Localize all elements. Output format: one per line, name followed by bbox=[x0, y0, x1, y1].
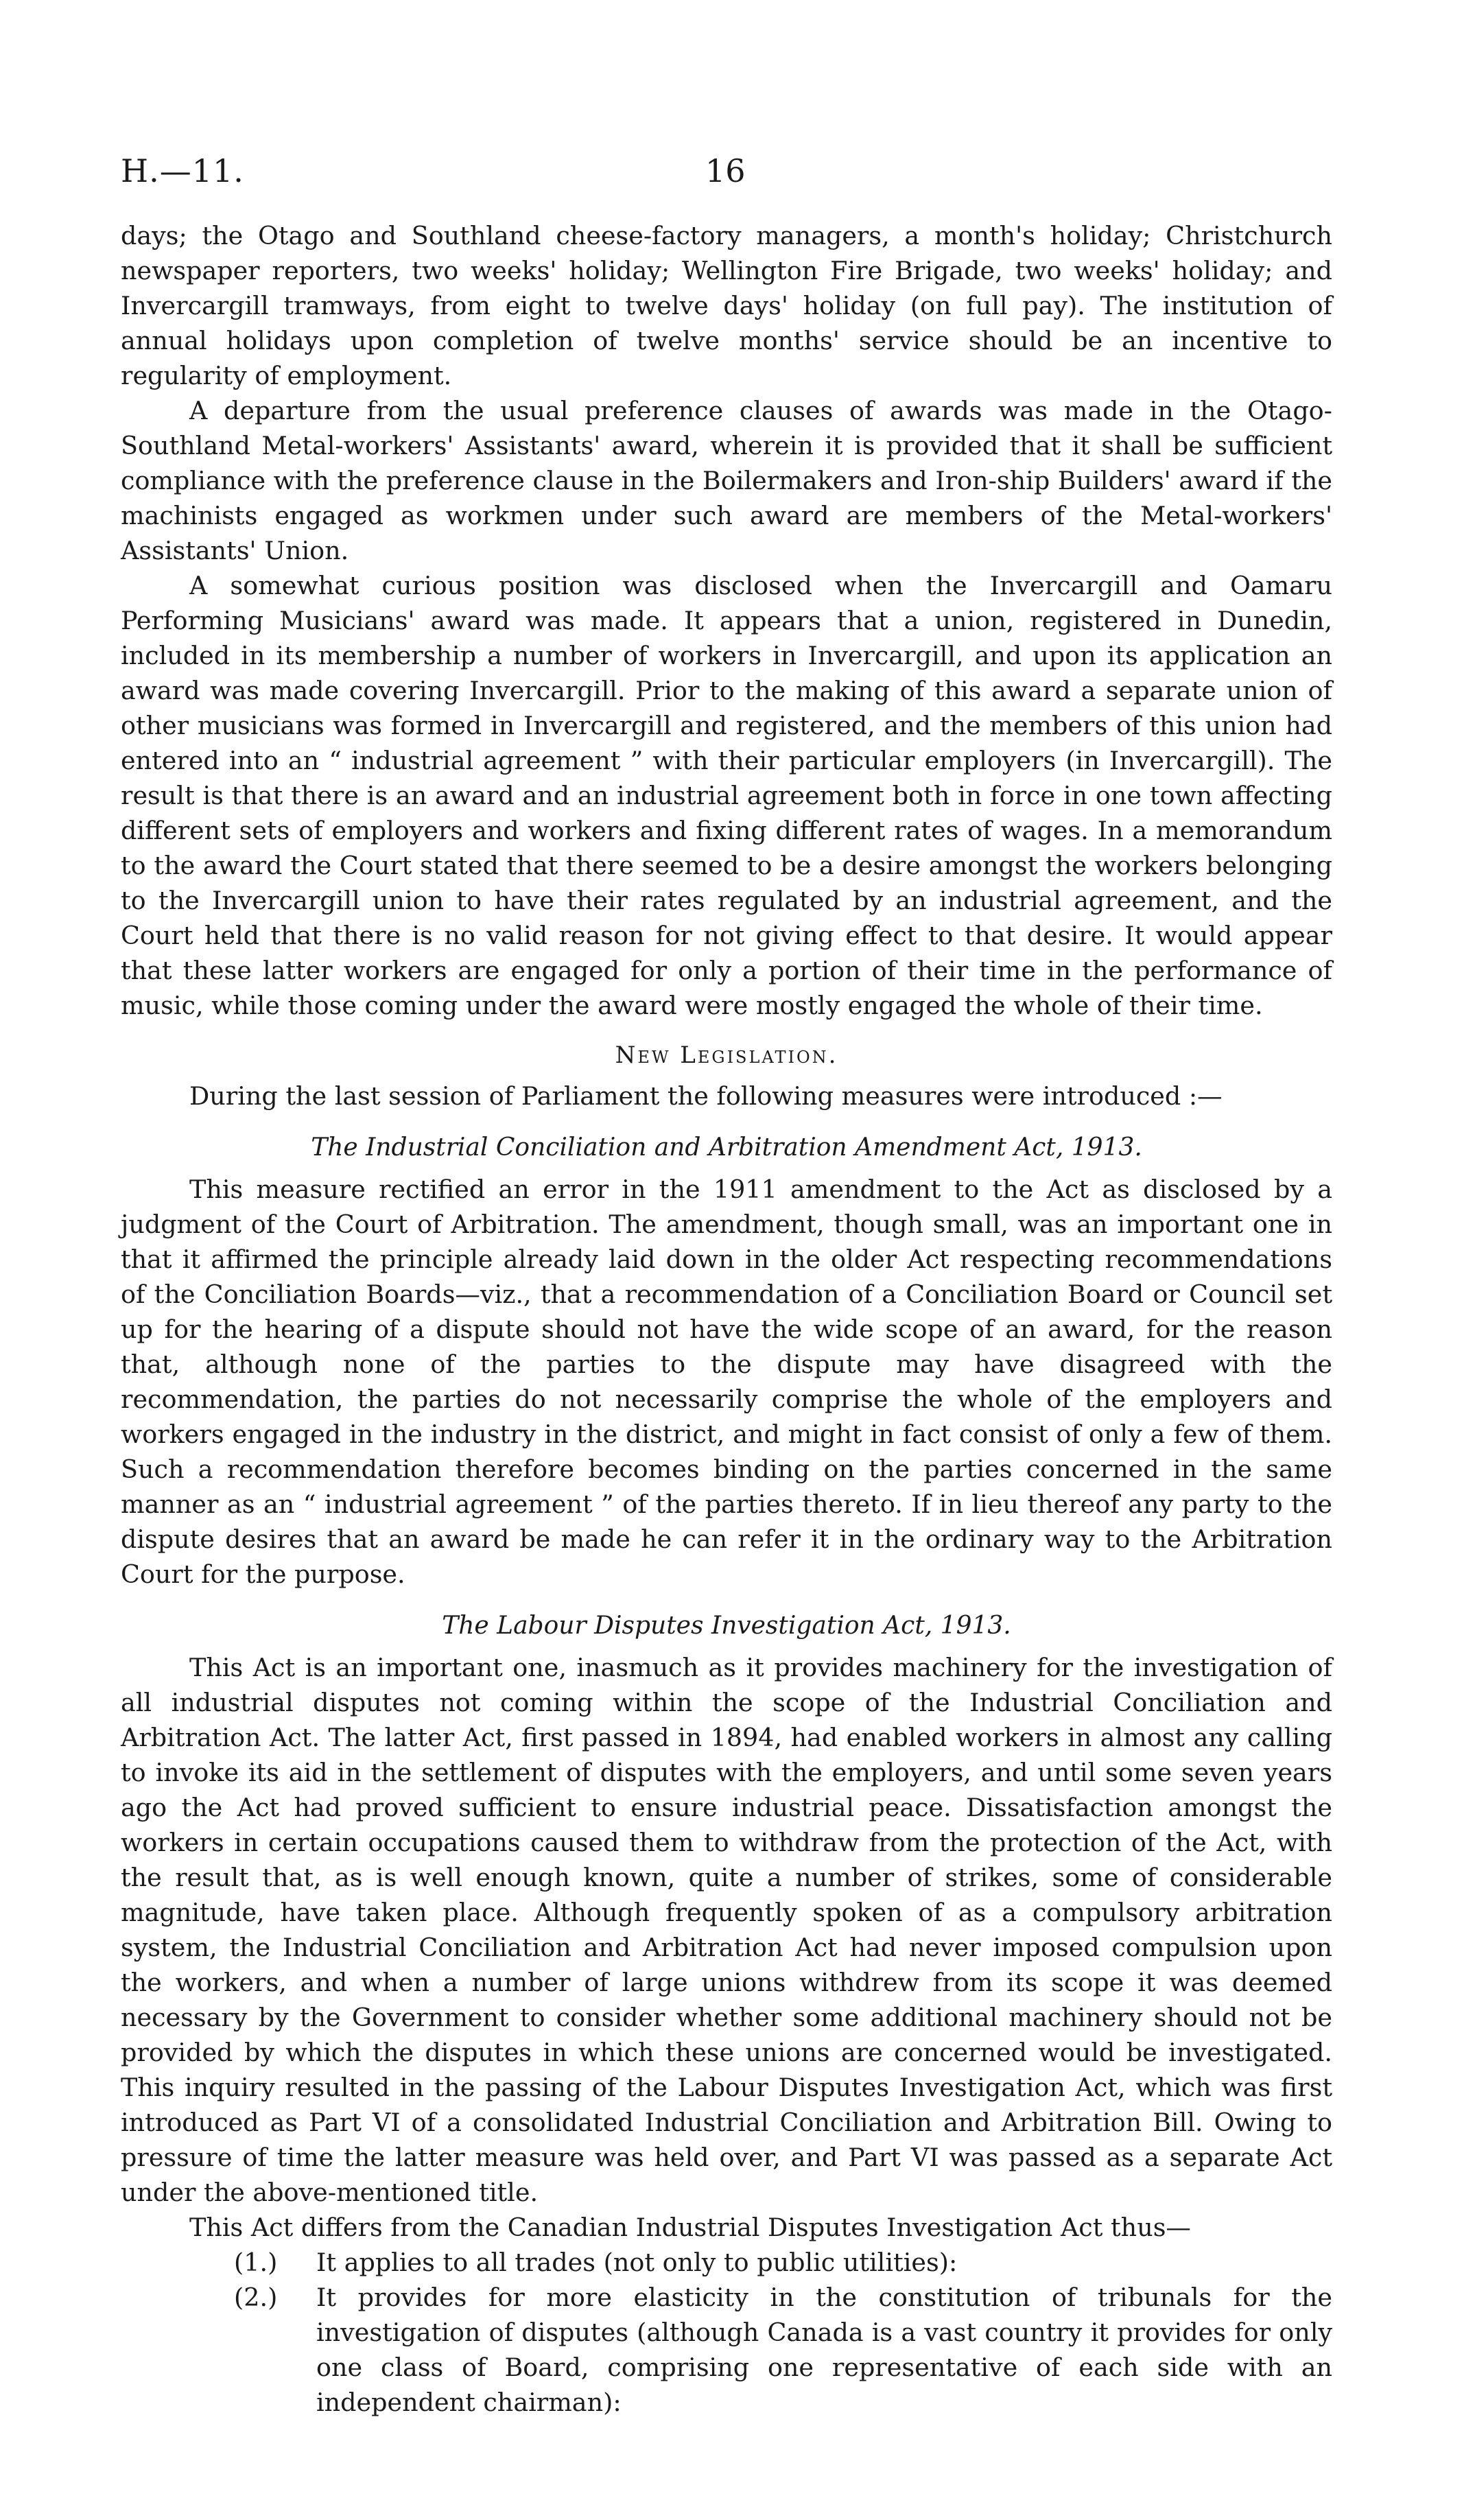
document-reference: H.—11. bbox=[121, 152, 244, 189]
paragraph-ica-amendment: This measure rectified an error in the 1911 amendment to the Act as disclosed by a judgment of the Court of Arbitration. The amendment, though small, was an important one in that it affirmed the principle already laid down in the older Act respecting recommendations of the Conciliation Boards—viz., that a recommendation of a Conciliation Board or Council set up for the hearing of a dispute should not have the wide scope of an award, for the reason that, although none of the parties to the dispute may have disagreed with the recommendation, the parties do not necessarily comprise the whole of the employers and workers engaged in the industry in the district, and might in fact consist of only a few of them. Such a recommendation therefore becomes binding on the parties concerned in the same manner as an “ industrial agreement ” of the parties thereto. If in lieu thereof any party to the dispute desires that an award be made he can refer it in the ordinary way to the Arbitration Court for the purpose. bbox=[121, 1175, 1332, 1589]
page-content bbox=[121, 218, 1332, 2420]
list-item-text: It applies to all trades (not only to public utilities): bbox=[316, 2248, 958, 2277]
paragraph-legislation-intro: During the last session of Parliament the following measures were introduced :— bbox=[189, 1081, 1223, 1111]
paragraph-labour-disputes: This Act is an important one, inasmuch as it provides machinery for the investigation of all industrial disputes not coming within the scope of the Industrial Conciliation and Arbitration Act. The latter Act, first passed in 1894, had enabled workers in almost any calling to invoke its aid in the settlement of disputes with the employers, and until some seven years ago the Act had proved sufficient to ensure industrial peace. Dissatisfaction amongst the workers in certain occupations caused them to withdraw from the protection of the Act, with the result that, as is well enough known, quite a number of strikes, some of considerable magnitude, have taken place. Although frequently spoken of as a compulsory arbitration system, the Industrial Conciliation and Arbitration Act had never imposed compulsion upon the workers, and when a number of large unions withdrew from its scope it was deemed necessary by the Government to consider whether some additional machinery should not be provided by which the disputes in which these unions are concerned would be investigated. This inquiry resulted in the passing of the Labour Disputes Investigation Act, which was first introduced as Part VI of a consolidated Industrial Conciliation and Arbitration Bill. Owing to pressure of time the latter measure was held over, and Part VI was passed as a separate Act under the above-mentioned title. bbox=[121, 1653, 1332, 2207]
page-number: 16 bbox=[705, 152, 746, 189]
list-item-number: (2.) bbox=[234, 2283, 278, 2312]
list-item bbox=[234, 2280, 1332, 2420]
act-title-labour-disputes: The Labour Disputes Investigation Act, 1913. bbox=[442, 1612, 1011, 1640]
document-page bbox=[121, 144, 1332, 2420]
list-item bbox=[234, 2245, 1332, 2280]
paragraph-canadian-comparison: This Act differs from the Canadian Industrial Disputes Investigation Act thus— bbox=[189, 2213, 1191, 2242]
page-header bbox=[121, 144, 1332, 206]
paragraph-preference-clauses: A departure from the usual preference clauses of awards was made in the Otago-Southland Metal-workers' Assistants' award, wherein it is provided that it shall be sufficient compliance with the preference clause in the Boilermakers and Iron-ship Builders' award if the machinists engaged as workmen under such award are members of the Metal-workers' Assistants' Union. bbox=[121, 396, 1332, 565]
list-item-number: (1.) bbox=[234, 2248, 278, 2277]
section-heading-new-legislation: New Legislation. bbox=[615, 1041, 838, 1069]
act-title-ica-amendment: The Industrial Conciliation and Arbitration Amendment Act, 1913. bbox=[311, 1133, 1142, 1162]
list-item-text: It provides for more elasticity in the constitution of tribunals for the investigation of disputes (although Canada is a vast country it provides for only one class of Board, comprising one representative of each side with an independent chairman): bbox=[316, 2283, 1332, 2417]
paragraph-musicians-award: A somewhat curious position was disclosed when the Invercargill and Oamaru Performing Musicians' award was made. It appears that a union, registered in Dunedin, included in its membership a number of workers in Invercargill, and upon its application an award was made covering Invercargill. Prior to the making of this award a separate union of other musicians was formed in Invercargill and registered, and the members of this union had entered into an “ industrial agreement ” with their particular employers (in Invercargill). The result is that there is an award and an industrial agreement both in force in one town affecting different sets of employers and workers and fixing different rates of wages. In a memorandum to the award the Court stated that there seemed to be a desire amongst the workers belonging to the Invercargill union to have their rates regulated by an industrial agreement, and the Court held that there is no valid reason for not giving effect to that desire. It would appear that these latter workers are engaged for only a portion of their time in the performance of music, while those coming under the award were mostly engaged the whole of their time. bbox=[121, 571, 1332, 1020]
paragraph-holidays-continued: days; the Otago and Southland cheese-factory managers, a month's holiday; Christchurch newspaper reporters, two weeks' holiday; Wellington Fire Brigade, two weeks' holiday; and Invercargill tramways, from eight to twelve days' holiday (on full pay). The institution of annual holidays upon completion of twelve months' service should be an incentive to regularity of employment. bbox=[121, 221, 1332, 390]
